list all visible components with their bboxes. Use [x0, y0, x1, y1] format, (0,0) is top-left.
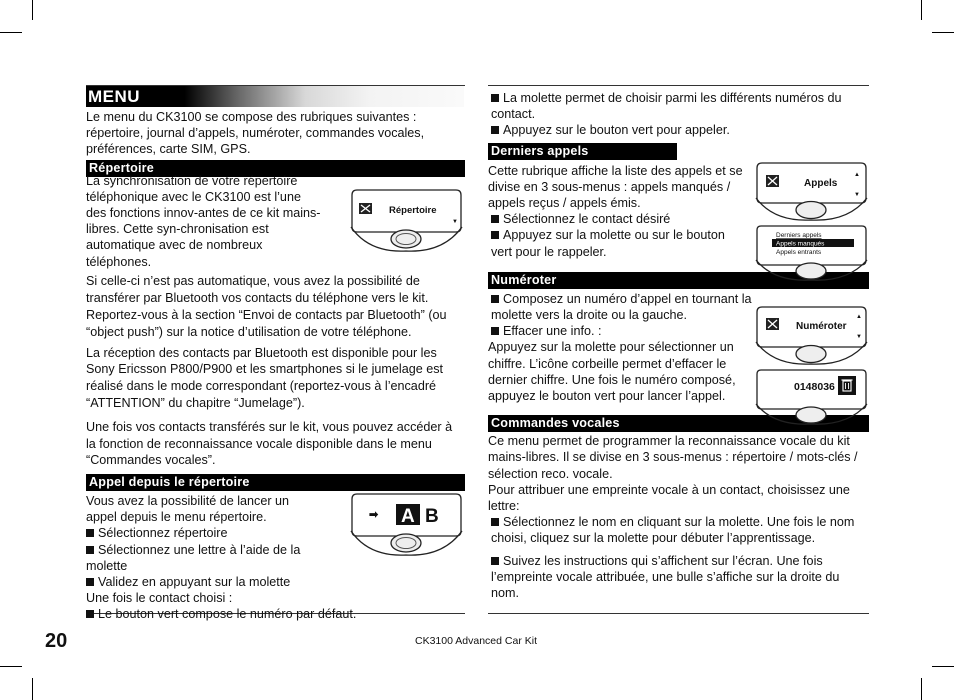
commandes-bullet-1: Sélectionnez le nom en cliquant sur la molette. Une fois le nom choisi, cliquez sur la molette pour débuter l’apprentissage. [488, 514, 869, 546]
rule [488, 85, 869, 86]
device-number: 0148036 [794, 381, 835, 393]
scroll-arrow-icon: ▲ [854, 172, 860, 178]
menu-intro: Le menu du CK3100 se compose des rubriques suivantes : répertoire, journal d’appels, numéroter, commandes vocales, préférences, carte SIM, GPS. [86, 110, 425, 157]
appel-p1: Vous avez la possibilité de lancer un appel depuis le menu répertoire. [86, 493, 290, 525]
appel-bullet-1: Sélectionnez répertoire [86, 525, 465, 541]
device-screen-label: Répertoire [389, 205, 437, 216]
section-heading-derniers: Derniers appels [488, 143, 677, 160]
appel-bullet-4: Le bouton vert compose le numéro par défaut. [86, 606, 465, 622]
numeroter-p1: Appuyez sur la molette pour sélectionner un chiffre. L’icône corbeille permet d’effacer le dernier chiffre. Une fois le numéro composé, appuyez le bouton vert pour lancer l’appel. [488, 340, 736, 404]
crop-mark [921, 0, 922, 20]
top-bullet-1: La molette permet de choisir parmi les différents numéros du contact. [488, 90, 869, 122]
derniers-p1: Cette rubrique affiche la liste des appels et se divise en 3 sous-menus : appels manqués / appels reçus / appels émis. [488, 163, 743, 211]
top-bullet-2: Appuyez sur le bouton vert pour appeler. [488, 122, 869, 138]
device-letter-b: B [425, 506, 439, 527]
device-screen-appels [754, 160, 869, 224]
crop-mark [32, 0, 33, 20]
device-screen-label: Numéroter [796, 321, 847, 332]
device-screen-number [754, 368, 869, 428]
appel-p2: Une fois le contact choisi : [86, 591, 233, 606]
crop-mark [0, 32, 22, 33]
scroll-arrow-icon: ▲ [856, 314, 862, 320]
rule [488, 613, 869, 614]
device-screen-numeroter [754, 304, 869, 368]
crop-mark [0, 666, 22, 667]
footer-title: CK3100 Advanced Car Kit [415, 635, 537, 647]
repertoire-p3: La réception des contacts par Bluetooth est disponible pour les Sony Ericsson P800/P900 et les smartphones si le jumelage est réalisé dans le mode correspondant (reportez-vous à l’encadré “ATTENTION” du chapitre “Jumelage”). [86, 345, 444, 410]
device-screen-letters [349, 491, 464, 559]
arrow-right-icon: ➡ [369, 509, 379, 521]
device-screen-derniers-list [754, 224, 869, 284]
crop-mark [932, 666, 954, 667]
crop-mark [932, 32, 954, 33]
section-heading-repertoire: Répertoire [86, 160, 465, 177]
appel-bullet-2: Sélectionnez une lettre à l’aide de la molette [86, 542, 326, 574]
device-screen-repertoire [349, 187, 464, 255]
appel-bullet-3: Validez en appuyant sur la molette [86, 574, 465, 590]
repertoire-p1: La synchronisation de votre répertoire téléphonique avec le CK3100 est l’une des fonctions innov-antes de ce kit mains-libres. Cette syn-chronisation est automatique avec de nombreux téléphones. [86, 173, 321, 269]
section-heading-commandes: Commandes vocales [488, 415, 869, 432]
numeroter-bullet-1: Composez un numéro d’appel en tournant la molette vers la droite ou la gauche. [488, 291, 753, 323]
commandes-bullet-2: Suivez les instructions qui s’affichent sur l’écran. Une fois l’empreinte vocale attribuée, une bulle s’affiche sur la droite du nom. [488, 553, 869, 602]
scroll-arrow-icon: ▼ [452, 219, 458, 225]
device-list-title: Derniers appels [776, 232, 822, 239]
menu-title-bar [86, 86, 464, 107]
device-screen-label: Appels [804, 178, 838, 189]
derniers-bullet-2: Appuyez sur la molette ou sur le bouton vert pour le rappeler. [488, 227, 746, 259]
device-letter-a: A [401, 506, 415, 527]
section-heading-appel: Appel depuis le répertoire [86, 474, 465, 491]
section-heading-numeroter: Numéroter [488, 272, 869, 289]
scroll-arrow-icon: ▼ [854, 192, 860, 198]
numeroter-bullet-2: Effacer une info. : [488, 323, 869, 339]
device-list-item-selected: Appels manqués [776, 240, 825, 248]
page-number: 20 [45, 630, 68, 652]
derniers-bullet-1: Sélectionnez le contact désiré [488, 211, 869, 227]
commandes-p2: Pour attribuer une empreinte vocale à un contact, choisissez une lettre: [488, 482, 850, 514]
scroll-arrow-icon: ▼ [856, 334, 862, 340]
crop-mark [32, 678, 33, 700]
crop-mark [921, 678, 922, 700]
menu-title: MENU [88, 87, 141, 106]
repertoire-p2: Si celle-ci n’est pas automatique, vous avez la possibilité de transférer par Bluetooth vos contacts du téléphone vers le kit. Reportez-vous à la section “Envoi de contacts par Bluetooth” (ou “object push”) sur la notice d’utilisation de votre téléphone. [86, 273, 447, 339]
device-list-item: Appels entrants [776, 249, 822, 256]
repertoire-p4: Une fois vos contacts transférés sur le kit, vous pouvez accéder à la fonction de reconnaissance vocale disponible dans le menu “Commandes vocales”. [86, 420, 453, 468]
commandes-p1: Ce menu permet de programmer la reconnaissance vocale du kit mains-libres. Il se divise en 3 sous-menus : répertoire / mots-clés / sélection reco. vocale. [488, 434, 858, 481]
